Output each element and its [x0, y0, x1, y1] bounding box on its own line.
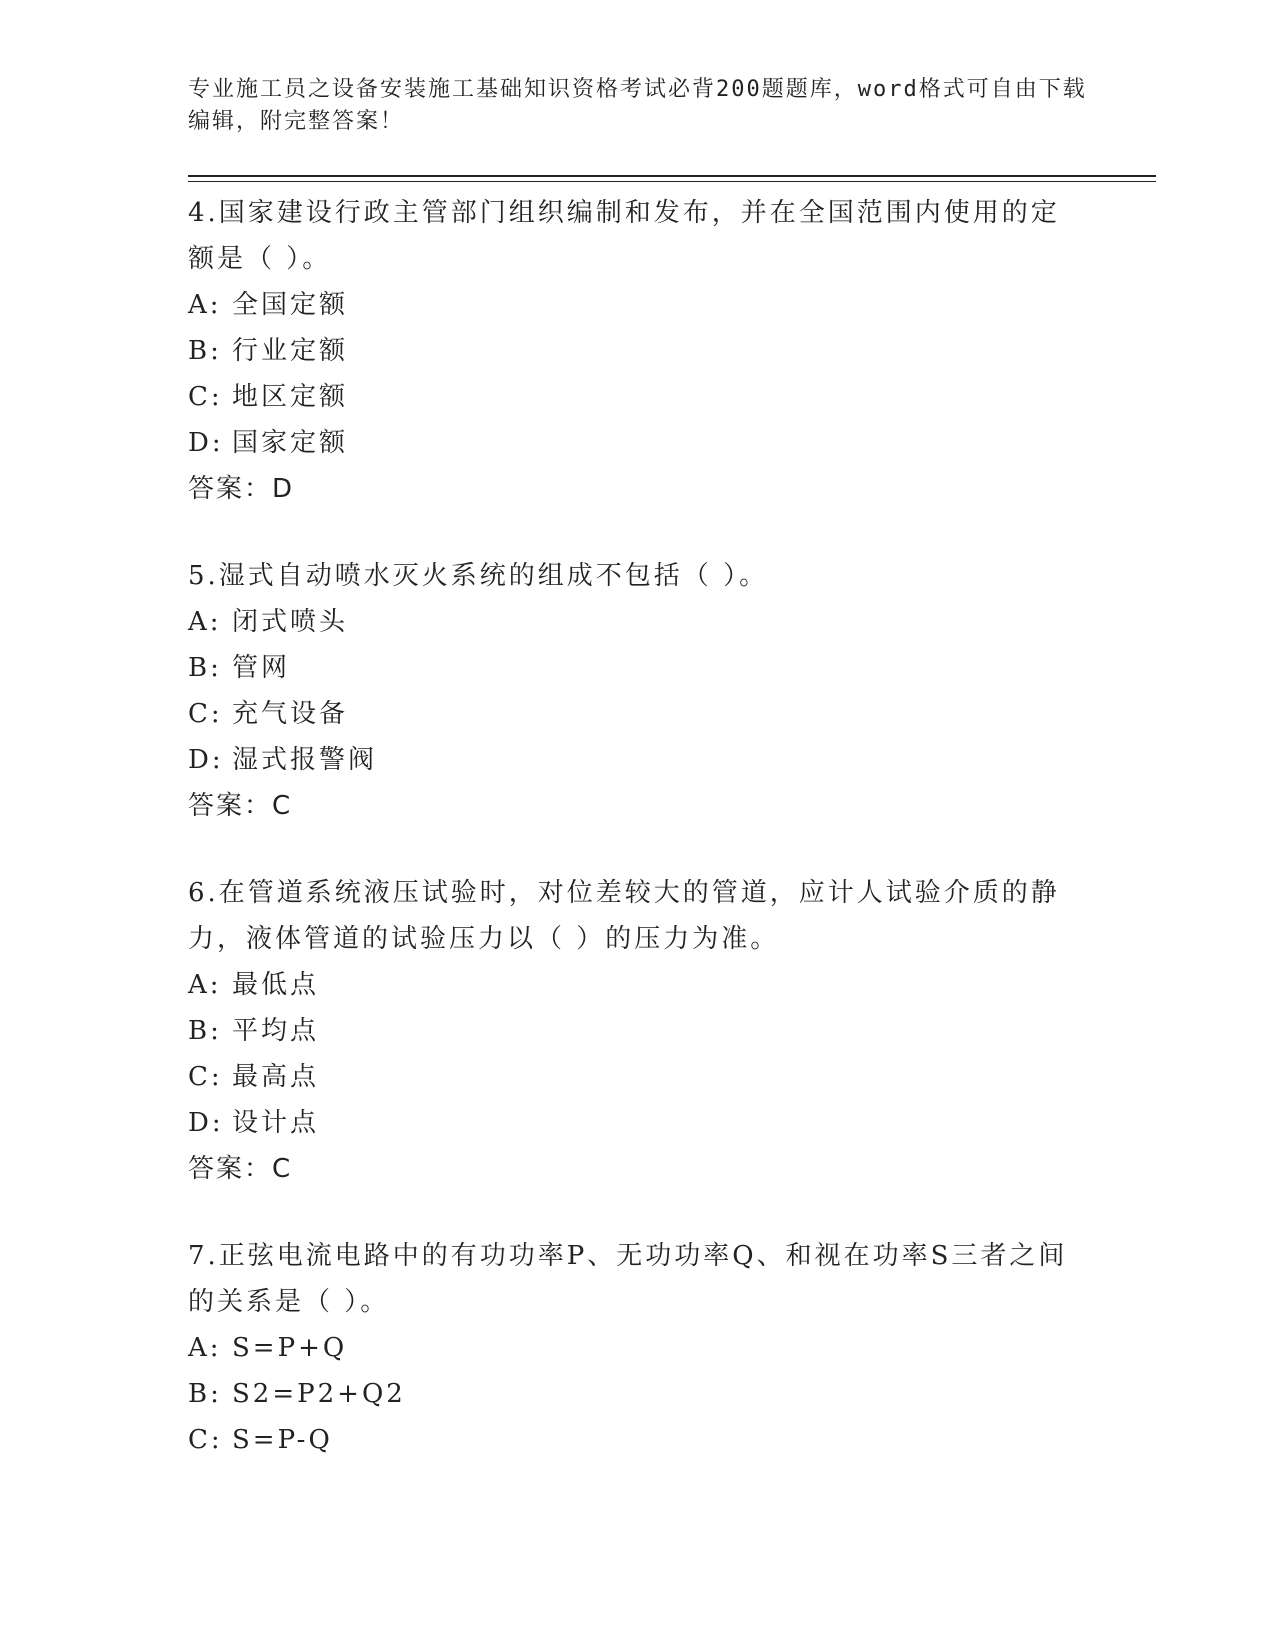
option-c — [188, 691, 1088, 737]
option-label: B: — [188, 1016, 222, 1046]
option-label: D: — [188, 745, 224, 775]
question-text: 6.在管道系统液压试验时，对位差较大的管道，应计人试验介质的静力，液体管道的试验压力以（ ）的压力为准。 — [188, 878, 1060, 954]
question-item — [188, 1233, 1088, 1463]
option-text: 全国定额 — [232, 290, 349, 320]
option-text: 国家定额 — [232, 428, 349, 458]
option-text: 行业定额 — [232, 336, 349, 366]
option-b — [188, 645, 1088, 691]
option-text: 最高点 — [232, 1062, 320, 1092]
option-d — [188, 1100, 1088, 1146]
question-list — [188, 190, 1088, 1504]
option-c — [188, 1417, 1088, 1463]
option-label: C: — [188, 699, 223, 729]
option-text: 最低点 — [232, 970, 320, 1000]
question-text: 5.湿式自动喷水灭火系统的组成不包括（ ）。 — [188, 561, 769, 591]
option-label: D: — [188, 428, 224, 458]
option-text: 湿式报警阀 — [232, 745, 378, 775]
option-a — [188, 599, 1088, 645]
option-label: A: — [188, 290, 222, 320]
option-text: S=P-Q — [232, 1425, 333, 1455]
option-text: 闭式喷头 — [232, 607, 349, 637]
option-d — [188, 737, 1088, 783]
option-b — [188, 1008, 1088, 1054]
option-a — [188, 962, 1088, 1008]
option-text: 平均点 — [232, 1016, 320, 1046]
answer-text: 答案：D — [188, 474, 295, 504]
option-text: S=P+Q — [232, 1333, 348, 1363]
option-label: B: — [188, 1379, 222, 1409]
option-label: C: — [188, 1425, 223, 1455]
option-label: C: — [188, 1062, 223, 1092]
option-text: 地区定额 — [232, 382, 349, 412]
question-item — [188, 870, 1088, 1192]
question-item — [188, 553, 1088, 829]
option-label: A: — [188, 970, 222, 1000]
document-header: 专业施工员之设备安装施工基础知识资格考试必背200题题库，word格式可自由下载编辑，附完整答案！ — [188, 77, 1087, 134]
option-text: 设计点 — [232, 1108, 320, 1138]
option-b — [188, 328, 1088, 374]
option-c — [188, 374, 1088, 420]
option-d — [188, 420, 1088, 466]
header-rule-thin — [188, 181, 1156, 182]
header-rule-thick — [188, 175, 1156, 177]
question-text: 7.正弦电流电路中的有功功率P、无功功率Q、和视在功率S三者之间的关系是（ ）。 — [188, 1241, 1068, 1317]
option-label: B: — [188, 336, 222, 366]
option-label: D: — [188, 1108, 224, 1138]
question-item — [188, 190, 1088, 512]
answer-text: 答案：C — [188, 791, 293, 821]
option-label: B: — [188, 653, 222, 683]
question-text: 4.国家建设行政主管部门组织编制和发布，并在全国范围内使用的定额是（ ）。 — [188, 198, 1060, 274]
option-label: A: — [188, 607, 222, 637]
option-label: A: — [188, 1333, 222, 1363]
option-a — [188, 1325, 1088, 1371]
option-c — [188, 1054, 1088, 1100]
option-text: 充气设备 — [232, 699, 349, 729]
answer-text: 答案：C — [188, 1154, 293, 1184]
option-label: C: — [188, 382, 223, 412]
option-text: 管网 — [232, 653, 291, 683]
option-text: S2=P2+Q2 — [232, 1379, 406, 1409]
option-b — [188, 1371, 1088, 1417]
option-a — [188, 282, 1088, 328]
